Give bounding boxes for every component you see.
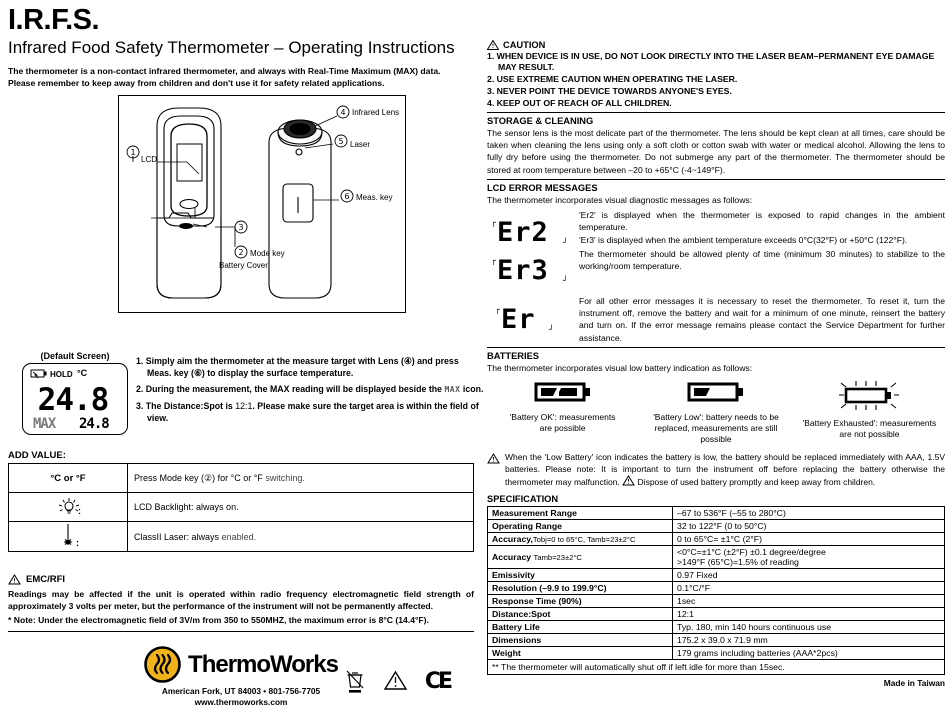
svg-text:Er2: Er2 (497, 217, 549, 249)
specification-table (487, 506, 945, 675)
warning-triangle-icon (383, 670, 408, 692)
add-value-desc-backlight: LCD Backlight: always on. (128, 493, 474, 522)
spec-key: Dimensions (488, 634, 673, 647)
batteries-intro: The thermometer incorporates visual low battery indication as follows: (487, 362, 753, 373)
battery-low-caption: 'Battery Low': battery needs to be replaced, measurements are still possible (653, 412, 779, 445)
default-screen-figure (16, 351, 134, 435)
svg-text::: : (78, 505, 81, 516)
svg-text:5: 5 (338, 137, 344, 147)
storage-heading: STORAGE & CLEANING (487, 116, 594, 127)
sun-icon (53, 495, 83, 517)
website-line: www.thermoworks.com (194, 697, 288, 708)
error-block-er (487, 295, 945, 344)
svg-text:2: 2 (238, 248, 244, 258)
device-diagram (118, 95, 406, 313)
lcd-screen (22, 363, 128, 435)
list-item: 1. WHEN DEVICE IS IN USE, DO NOT LOOK DIRECTLY INTO THE LASER BEAM–PERMANENT EYE DAMAGE MAY RESULT. (487, 51, 935, 73)
add-value-desc-laser: ClassII Laser: always enabled. (128, 522, 474, 552)
caution-heading-row (487, 40, 945, 50)
lcd-screen-svg (23, 364, 127, 434)
table-row (488, 634, 945, 647)
step-2-text: During the measurement, the MAX reading will be displayed beside the (145, 384, 443, 395)
list-item: 4. KEEP OUT OF REACH OF ALL CHILDREN. (487, 97, 672, 108)
left-column (8, 4, 484, 721)
list-item: 2. USE EXTREME CAUTION WHEN OPERATING THE LASER. (487, 74, 738, 85)
error-line-2: 'Er3' is displayed when the ambient temperature exceeds 0°C(32°F) or +50°C (122°F). (579, 235, 908, 246)
battery-low-icon (685, 380, 747, 404)
spec-footnote: ** The thermometer will automatically shut off if left idle for more than 15sec. (488, 660, 945, 675)
spec-key: Emissivity (488, 569, 673, 582)
callout-label-battery-cover: Battery Cover (219, 261, 268, 271)
battery-warning-text: When the 'Low Battery' icon indicates the battery is low, the battery should be replaced immediately with AAA, 1.5V batteries. Please note: It is important to turn the instrument off before replacing the battery otherwise the thermometer may malfunction. Dispose of used battery promptly and keep away from children. (505, 452, 945, 488)
svg-text:Er: Er (501, 304, 536, 336)
address-line: American Fork, UT 84003 • 801-756-7705 (161, 686, 321, 696)
table-row (488, 608, 945, 621)
emc-note: * Note: Under the electromagnetic field of 3V/m from 350 to 550MHZ, the maximum error is 8°C (14.4°F). (8, 615, 429, 626)
spec-value: <0°C=±1°C (±2°F) ±0.1 degree/degree >149°F (65°C)=1.5% of reading (673, 546, 945, 569)
step-2 (136, 384, 484, 396)
laser-icon (53, 522, 83, 548)
table-row (488, 520, 945, 533)
compliance-marks (344, 668, 450, 694)
list-item: 3. NEVER POINT THE DEVICE TOWARDS ANYONE'S EYES. (487, 85, 732, 96)
svg-text:┘: ┘ (563, 276, 568, 286)
spec-value: Typ. 180, min 140 hours continuous use (673, 621, 945, 634)
specification-heading: SPECIFICATION (487, 494, 559, 505)
step-2-text-end: icon. (462, 384, 484, 395)
callout-label-mode-key: Mode key (250, 249, 285, 259)
table-row (9, 493, 474, 522)
emc-heading: EMC/RFI (26, 574, 66, 585)
svg-text:┌: ┌ (491, 218, 496, 228)
step-2-number: 2. (136, 384, 144, 395)
error-block-er2-er3 (487, 209, 945, 292)
table-row (9, 464, 474, 493)
error-descriptions (579, 209, 945, 273)
ce-mark: CE (424, 668, 450, 694)
callout-label-infrared-lens: Infrared Lens (352, 108, 400, 118)
seven-segment-er-icon (487, 297, 575, 337)
warning-triangle-icon (8, 574, 21, 585)
svg-text:24.8: 24.8 (37, 382, 109, 418)
caution-heading: CAUTION (503, 40, 546, 50)
battery-ok-icon (532, 380, 594, 404)
right-column (487, 40, 945, 725)
lcd-battery-icon (31, 370, 46, 378)
table-row (488, 546, 945, 569)
emc-rfi-section (8, 574, 474, 632)
table-row (488, 595, 945, 608)
table-row (488, 660, 945, 675)
table-row (488, 533, 945, 546)
intro-line-2: Please remember to keep away from children and don't use it for safety related applications. (8, 77, 385, 88)
add-value-desc-unit: Press Mode key (②) for °C or °F switching. (128, 464, 474, 493)
svg-text::: : (76, 538, 79, 548)
add-value-key-backlight (9, 493, 128, 522)
usage-steps (136, 356, 484, 429)
intro-paragraph (8, 65, 480, 89)
errors-heading: LCD ERROR MESSAGES (487, 182, 598, 193)
error-line-3: The thermometer should be allowed plenty of time (minimum 30 minutes) to stabilize to the working/room temperature. (579, 248, 945, 271)
spec-value: 175.2 x 39.0 x 71.9 mm (673, 634, 945, 647)
step-3-text: The Distance:Spot is (145, 401, 233, 412)
warning-triangle-icon (487, 453, 500, 464)
spec-value: 0.1°C/°F (673, 582, 945, 595)
step-1 (136, 356, 484, 379)
step-1-text: Simply aim the thermometer at the measure target with Lens (④) and press Meas. key (⑥) to display the surface temperature. (145, 356, 459, 378)
warning-triangle-icon (622, 475, 635, 486)
spec-key: Battery Life (488, 621, 673, 634)
spec-key: Accuracy,Tobj=0 to 65°C, Tamb=23±2°C (488, 533, 673, 546)
product-title: I.R.F.S. (8, 4, 100, 36)
made-in-label: Made in Taiwan (883, 678, 945, 689)
battery-warning (487, 451, 945, 488)
add-value-heading: ADD VALUE: (8, 450, 66, 461)
thermoworks-logo-icon (144, 646, 181, 683)
footer (8, 646, 474, 708)
svg-text:HOLD: HOLD (50, 370, 73, 379)
svg-text:6: 6 (344, 192, 350, 202)
step-3 (136, 401, 484, 424)
distance-spot-value: 12:1 (235, 401, 253, 412)
table-row (488, 582, 945, 595)
add-value-table (8, 463, 474, 552)
device-diagram-svg (119, 96, 407, 314)
battery-state-ok (487, 380, 638, 445)
battery-state-exhausted (794, 380, 945, 445)
default-screen-caption: (Default Screen) (40, 351, 110, 361)
caution-list (487, 51, 945, 109)
table-row (488, 569, 945, 582)
error-display-icon-er (487, 295, 579, 342)
svg-text:┘: ┘ (563, 238, 568, 248)
emc-heading-row (8, 574, 474, 585)
warning-triangle-icon (487, 40, 499, 50)
svg-text:MAX: MAX (33, 416, 56, 432)
spec-value: 1sec (673, 595, 945, 608)
battery-ok-caption: 'Battery OK': measurements are possible (509, 412, 616, 434)
battery-exhausted-icon (834, 380, 904, 410)
spec-value: –67 to 536°F (–55 to 280°C) (673, 507, 945, 520)
add-value-key-unit: °C or °F (9, 464, 128, 493)
spec-value: 32 to 122°F (0 to 50°C) (673, 520, 945, 533)
spec-value: 0 to 65°C= ±1°C (2°F) (673, 533, 945, 546)
battery-exhausted-caption: 'Battery Exhausted': measurements are not possible (802, 418, 937, 440)
table-row (488, 507, 945, 520)
batteries-heading: BATTERIES (487, 350, 539, 361)
spec-value: 12:1 (673, 608, 945, 621)
error-line-1: 'Er2' is displayed when the thermometer is exposed to rapid changes in the ambient temperature. (579, 210, 945, 233)
callout-label-laser: Laser (350, 140, 371, 150)
callout-label-lcd: LCD (141, 155, 158, 165)
spec-key: Accuracy Tamb=23±2°C (488, 546, 673, 569)
spec-value: 0.97 Fixed (673, 569, 945, 582)
spec-key: Operating Range (488, 520, 673, 533)
add-value-key-laser (9, 522, 128, 552)
svg-text:4: 4 (340, 108, 346, 118)
emc-body: Readings may be affected if the unit is operated within radio frequency electromagnetic field strength of approximately 3 volts per meter, but the performance of the instrument will not be permanently affected. (8, 589, 474, 612)
svg-text:┌: ┌ (495, 305, 500, 315)
svg-text:24.8: 24.8 (79, 416, 109, 432)
errors-intro: The thermometer incorporates visual diagnostic messages as follows: (487, 194, 753, 205)
svg-text:┘: ┘ (549, 325, 554, 335)
step-3-text-end: . Please make sure the target area is within the field of view. (147, 401, 479, 423)
svg-text:°C: °C (77, 368, 88, 378)
table-row (488, 647, 945, 660)
callout-label-meas-key: Meas. key (356, 193, 393, 203)
spec-key: Response Time (90%) (488, 595, 673, 608)
svg-text:3: 3 (238, 223, 244, 233)
spec-key: Measurement Range (488, 507, 673, 520)
battery-states-row (487, 380, 945, 445)
battery-state-low (640, 380, 791, 445)
table-row (488, 621, 945, 634)
max-segment-icon: MAX (444, 385, 461, 395)
spec-value: 179 grams including batteries (AAA*2pcs) (673, 647, 945, 660)
intro-line-1: The thermometer is a non-contact infrared thermometer, and always with Real-Time Maximum (MAX) data. (8, 65, 441, 76)
storage-body: The sensor lens is the most delicate part of the thermometer. The lens should be kept clean at all times, care should be taken when cleaning the lens using only a soft cloth or cotton swab with water or medical alcohol. Allowing the lens to fully dry before using the thermometer. Do not submerge any part of the thermometer. The thermometer should be stored at room temperature between –20 to +65°C (-4~149°F). (487, 128, 945, 175)
step-1-number: 1. (136, 356, 144, 366)
spec-key: Resolution (–9.9 to 199.9°C) (488, 582, 673, 595)
spec-key: Distance:Spot (488, 608, 673, 621)
table-row (9, 522, 474, 552)
spec-key: Weight (488, 647, 673, 660)
svg-text:1: 1 (130, 148, 136, 158)
product-subtitle: Infrared Food Safety Thermometer – Operating Instructions (8, 38, 455, 57)
error-display-icons (487, 209, 579, 292)
brand-logo-text: ThermoWorks (188, 650, 338, 678)
weee-bin-icon (344, 668, 366, 694)
step-3-number: 3. (136, 401, 144, 412)
svg-text:Er3: Er3 (497, 255, 549, 287)
seven-segment-error-icon (487, 211, 575, 287)
svg-text:┌: ┌ (491, 256, 496, 266)
error-reset-text: For all other error messages it is necessary to reset the thermometer. To reset it, turn the instrument off, remove the battery and wait for a minimum of one minute, reinsert the battery and turn on. If the error message remains please contact the Service Department for further assistance. (579, 296, 945, 343)
